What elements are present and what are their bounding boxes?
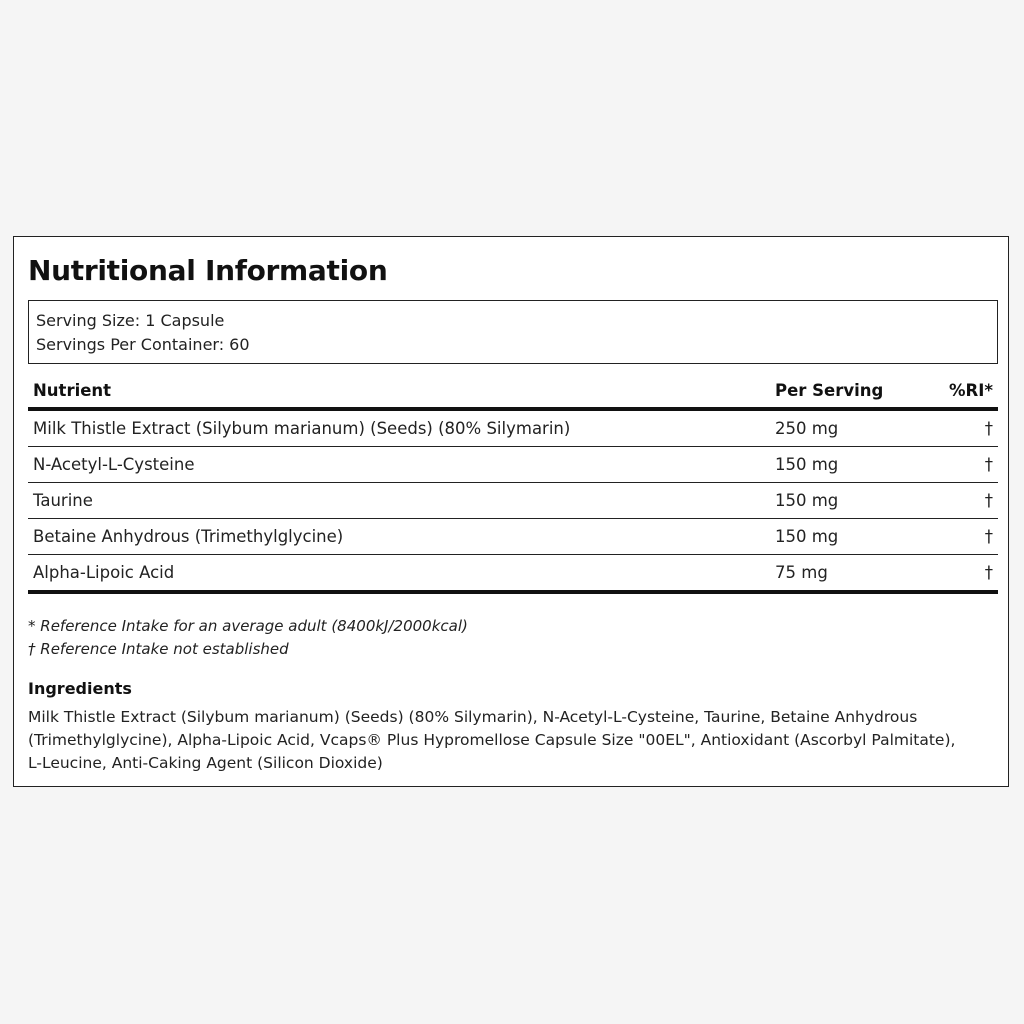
nutrient-amount: 150 mg xyxy=(775,491,839,510)
header-per-serving: Per Serving xyxy=(775,381,884,400)
header-nutrient: Nutrient xyxy=(33,381,112,400)
nutrient-amount: 150 mg xyxy=(775,527,839,546)
table-row xyxy=(28,555,998,594)
table-header xyxy=(28,375,998,411)
servings-per-container: Servings Per Container: 60 xyxy=(36,335,250,354)
nutrient-name: N-Acetyl-L-Cysteine xyxy=(33,455,195,474)
nutrient-ri: † xyxy=(984,419,993,438)
nutrient-amount: 75 mg xyxy=(775,563,828,582)
serving-info-box xyxy=(28,300,998,364)
serving-size: Serving Size: 1 Capsule xyxy=(36,311,225,330)
ri-footnote: * Reference Intake for an average adult (8400kJ/2000kcal) xyxy=(28,617,468,635)
ingredients-text: Milk Thistle Extract (Silybum marianum) (Seeds) (80% Silymarin), N-Acetyl-L-Cysteine, Taurine, Betaine Anhydrous (Trimethylglycine), Alpha-Lipoic Acid, Vcaps® Plus Hypromellose Capsule Size "00EL", Antioxidant (Ascorbyl Palmitate), L-Leucine, Anti-Caking Agent (Silicon Dioxide) xyxy=(28,708,956,772)
nutrient-ri: † xyxy=(984,491,993,510)
footnotes xyxy=(28,615,468,661)
dagger-footnote: † Reference Intake not established xyxy=(28,640,289,658)
table-row xyxy=(28,447,998,483)
nutrition-panel xyxy=(13,236,1009,787)
nutrient-amount: 250 mg xyxy=(775,419,839,438)
nutrient-name: Alpha-Lipoic Acid xyxy=(33,563,175,582)
header-ri: %RI* xyxy=(948,381,993,400)
ingredients-heading: Ingredients xyxy=(28,679,132,698)
nutrient-ri: † xyxy=(984,455,993,474)
nutrient-amount: 150 mg xyxy=(775,455,839,474)
nutrient-ri: † xyxy=(984,563,993,582)
nutrient-table xyxy=(28,375,998,594)
table-row xyxy=(28,519,998,555)
nutrient-ri: † xyxy=(984,527,993,546)
table-row xyxy=(28,483,998,519)
nutrient-name: Taurine xyxy=(33,491,93,510)
page-title: Nutritional Information xyxy=(28,254,388,287)
nutrient-name: Betaine Anhydrous (Trimethylglycine) xyxy=(33,527,344,546)
nutrient-name: Milk Thistle Extract (Silybum marianum) (Seeds) (80% Silymarin) xyxy=(33,419,571,438)
table-row xyxy=(28,411,998,447)
